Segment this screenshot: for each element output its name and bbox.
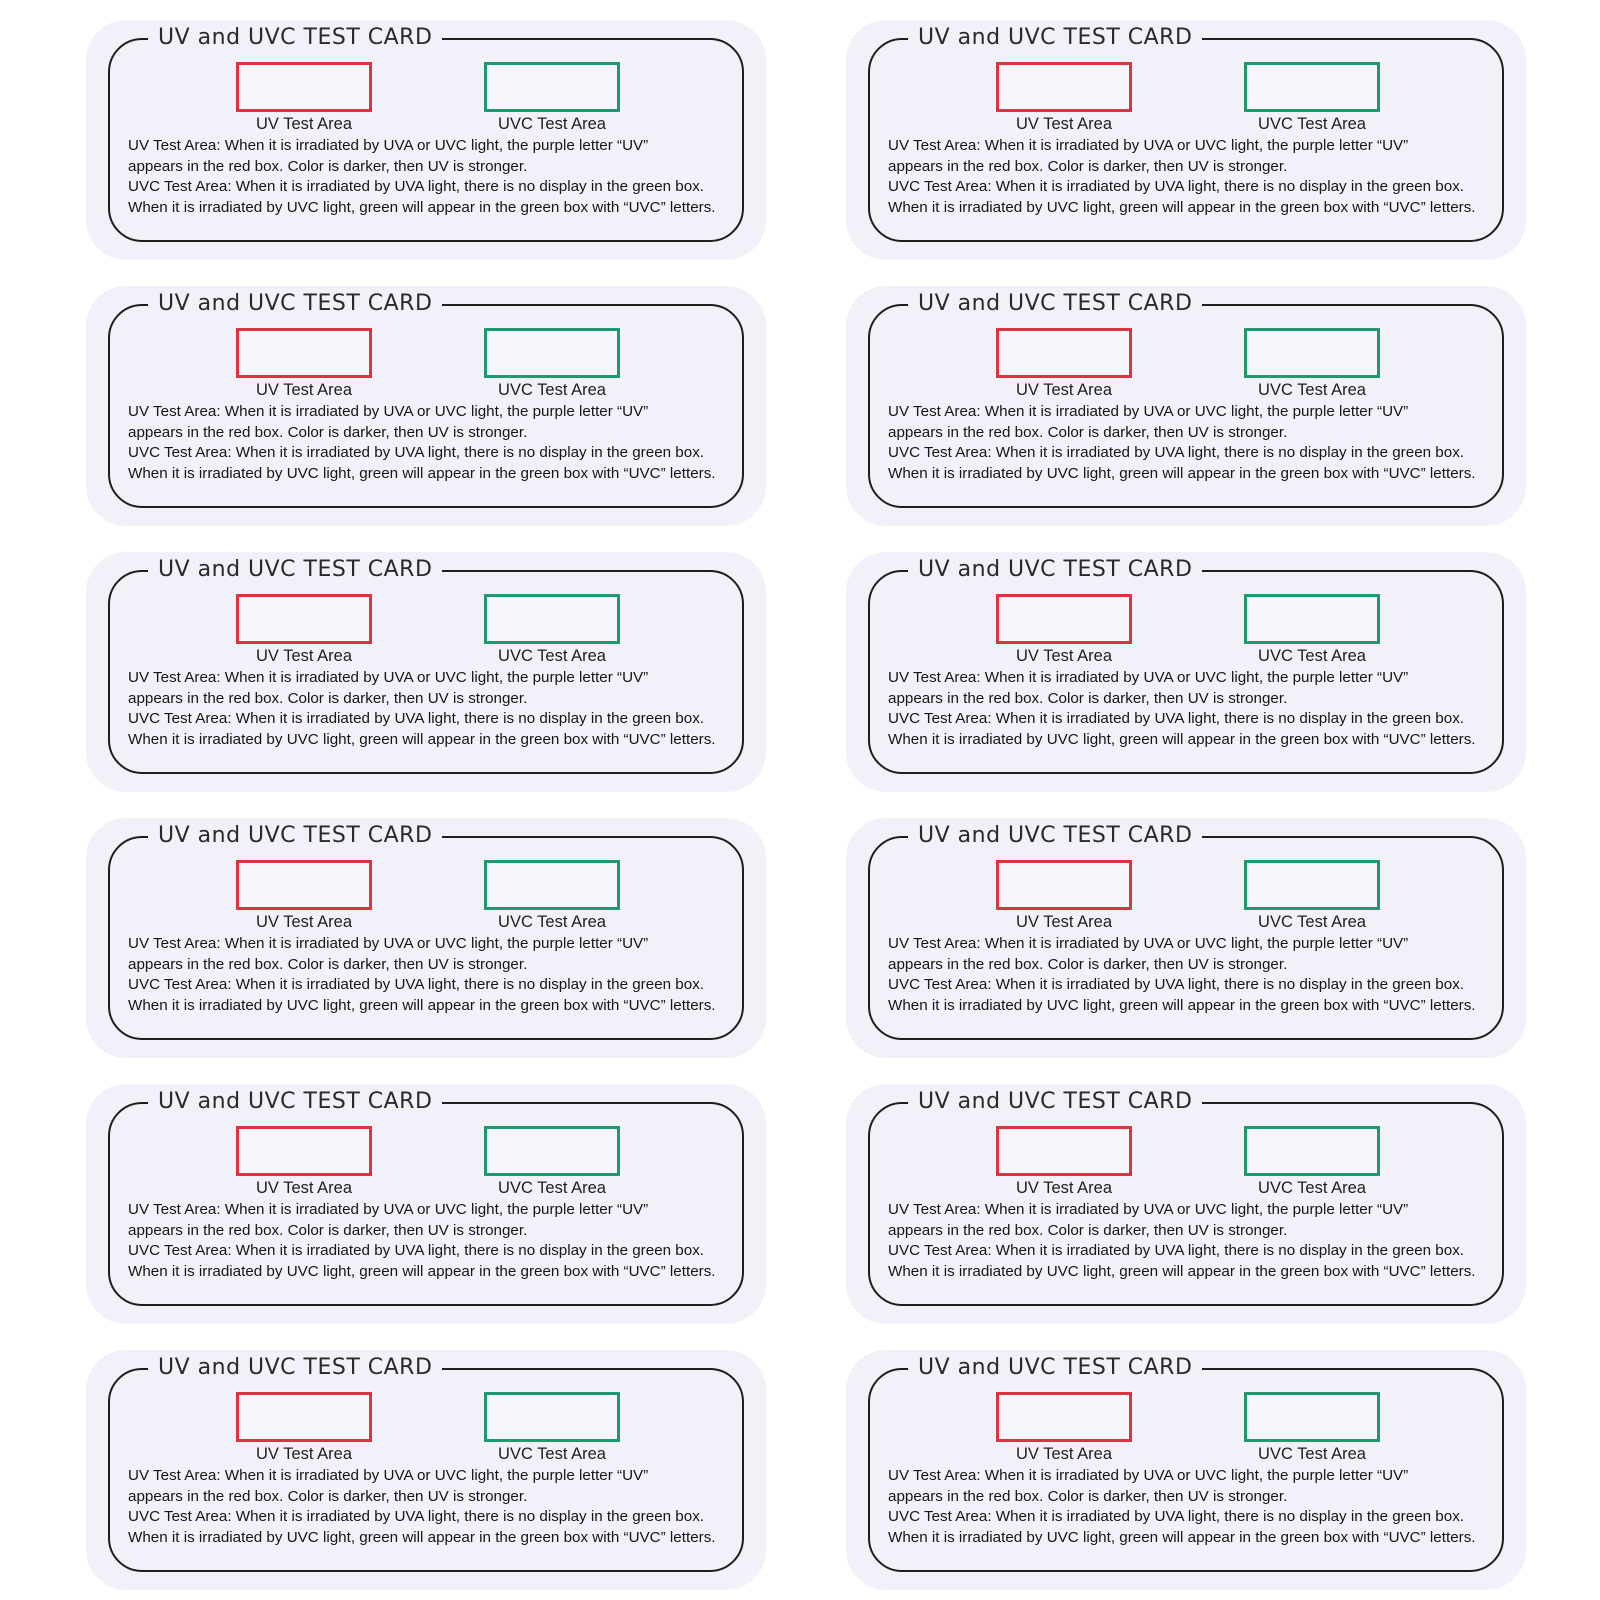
test-card: [846, 1084, 1526, 1324]
uvc-test-box: [1244, 1126, 1380, 1176]
uvc-test-box: [484, 860, 620, 910]
card-description: [888, 136, 1508, 218]
card-title: UV and UVC TEST CARD: [148, 24, 442, 52]
description-line: UVC Test Area: When it is irradiated by UVA light, there is no display in the green box.: [128, 1508, 705, 1525]
uvc-area-label: UVC Test Area: [1258, 647, 1366, 665]
description-line: UVC Test Area: When it is irradiated by UVA light, there is no display in the green box.: [128, 710, 705, 727]
description-line: UV Test Area: When it is irradiated by UVA or UVC light, the purple letter “UV”: [128, 935, 649, 952]
uv-test-box: [236, 860, 372, 910]
uvc-area-label: UVC Test Area: [1258, 381, 1366, 399]
test-card: [846, 20, 1526, 260]
description-line: UV Test Area: When it is irradiated by UVA or UVC light, the purple letter “UV”: [128, 1201, 649, 1218]
test-card: [846, 552, 1526, 792]
description-line: appears in the red box. Color is darker, then UV is stronger.: [128, 955, 528, 973]
card-title: UV and UVC TEST CARD: [148, 1088, 442, 1116]
description-line: UV Test Area: When it is irradiated by UVA or UVC light, the purple letter “UV”: [888, 1201, 1409, 1218]
description-line: When it is irradiated by UVC light, green will appear in the green box with “UVC” letters.: [128, 996, 716, 1014]
description-line: UVC Test Area: When it is irradiated by UVA light, there is no display in the green box.: [888, 1242, 1465, 1259]
uvc-area-label: UVC Test Area: [1258, 115, 1366, 133]
uv-area-label: UV Test Area: [1016, 381, 1112, 399]
uv-test-box: [236, 328, 372, 378]
description-line: UV Test Area: When it is irradiated by UVA or UVC light, the purple letter “UV”: [128, 137, 649, 154]
description-line: UV Test Area: When it is irradiated by UVA or UVC light, the purple letter “UV”: [888, 1467, 1409, 1484]
test-card: [86, 20, 766, 260]
description-line: When it is irradiated by UVC light, green will appear in the green box with “UVC” letters.: [888, 198, 1476, 216]
test-card: [846, 286, 1526, 526]
description-line: When it is irradiated by UVC light, green will appear in the green box with “UVC” letters.: [888, 996, 1476, 1014]
card-title: UV and UVC TEST CARD: [908, 556, 1202, 584]
uvc-test-box: [1244, 62, 1380, 112]
description-line: UV Test Area: When it is irradiated by UVA or UVC light, the purple letter “UV”: [128, 403, 649, 420]
card-title: UV and UVC TEST CARD: [908, 822, 1202, 850]
card-description: [128, 934, 748, 1016]
description-line: appears in the red box. Color is darker, then UV is stronger.: [888, 1487, 1288, 1505]
uv-area-label: UV Test Area: [256, 115, 352, 133]
uvc-test-box: [1244, 328, 1380, 378]
uv-test-box: [236, 594, 372, 644]
card-title: UV and UVC TEST CARD: [148, 290, 442, 318]
card-title: UV and UVC TEST CARD: [908, 1354, 1202, 1382]
uvc-test-box: [484, 1392, 620, 1442]
description-line: UV Test Area: When it is irradiated by UVA or UVC light, the purple letter “UV”: [128, 669, 649, 686]
description-line: appears in the red box. Color is darker, then UV is stronger.: [128, 1487, 528, 1505]
description-line: appears in the red box. Color is darker, then UV is stronger.: [128, 689, 528, 707]
description-line: UVC Test Area: When it is irradiated by UVA light, there is no display in the green box.: [888, 976, 1465, 993]
uvc-area-label: UVC Test Area: [1258, 1445, 1366, 1463]
description-line: UV Test Area: When it is irradiated by UVA or UVC light, the purple letter “UV”: [888, 669, 1409, 686]
uv-test-box: [236, 62, 372, 112]
description-line: UVC Test Area: When it is irradiated by UVA light, there is no display in the green box.: [888, 178, 1465, 195]
description-line: UV Test Area: When it is irradiated by UVA or UVC light, the purple letter “UV”: [888, 935, 1409, 952]
description-line: UV Test Area: When it is irradiated by UVA or UVC light, the purple letter “UV”: [128, 1467, 649, 1484]
card-description: [128, 668, 748, 750]
card-description: [888, 402, 1508, 484]
test-card: [86, 1350, 766, 1590]
uvc-area-label: UVC Test Area: [498, 381, 606, 399]
description-line: When it is irradiated by UVC light, green will appear in the green box with “UVC” letters.: [888, 1262, 1476, 1280]
test-card: [86, 1084, 766, 1324]
card-title: UV and UVC TEST CARD: [908, 24, 1202, 52]
description-line: appears in the red box. Color is darker, then UV is stronger.: [128, 423, 528, 441]
uv-area-label: UV Test Area: [256, 647, 352, 665]
description-line: UVC Test Area: When it is irradiated by UVA light, there is no display in the green box.: [128, 178, 705, 195]
test-card: [86, 286, 766, 526]
description-line: UVC Test Area: When it is irradiated by UVA light, there is no display in the green box.: [888, 710, 1465, 727]
test-card: [846, 1350, 1526, 1590]
card-description: [888, 668, 1508, 750]
uv-test-box: [236, 1126, 372, 1176]
uv-test-box: [996, 594, 1132, 644]
uv-area-label: UV Test Area: [1016, 1445, 1112, 1463]
uvc-area-label: UVC Test Area: [498, 913, 606, 931]
test-card: [86, 552, 766, 792]
description-line: UVC Test Area: When it is irradiated by UVA light, there is no display in the green box.: [888, 1508, 1465, 1525]
uv-test-box: [996, 62, 1132, 112]
uvc-test-box: [1244, 594, 1380, 644]
description-line: When it is irradiated by UVC light, green will appear in the green box with “UVC” letters.: [888, 464, 1476, 482]
uvc-test-box: [1244, 1392, 1380, 1442]
uv-area-label: UV Test Area: [1016, 647, 1112, 665]
description-line: appears in the red box. Color is darker, then UV is stronger.: [888, 1221, 1288, 1239]
description-line: appears in the red box. Color is darker, then UV is stronger.: [128, 157, 528, 175]
uv-area-label: UV Test Area: [256, 913, 352, 931]
card-title: UV and UVC TEST CARD: [908, 1088, 1202, 1116]
card-description: [128, 136, 748, 218]
description-line: appears in the red box. Color is darker, then UV is stronger.: [888, 423, 1288, 441]
uvc-area-label: UVC Test Area: [1258, 1179, 1366, 1197]
uv-area-label: UV Test Area: [256, 1445, 352, 1463]
description-line: UV Test Area: When it is irradiated by UVA or UVC light, the purple letter “UV”: [888, 403, 1409, 420]
test-card: [846, 818, 1526, 1058]
uvc-area-label: UVC Test Area: [498, 1179, 606, 1197]
description-line: When it is irradiated by UVC light, green will appear in the green box with “UVC” letters.: [888, 1528, 1476, 1546]
description-line: When it is irradiated by UVC light, green will appear in the green box with “UVC” letters.: [128, 198, 716, 216]
card-description: [888, 1466, 1508, 1548]
uv-test-box: [996, 1392, 1132, 1442]
card-description: [128, 1200, 748, 1282]
uvc-test-box: [484, 62, 620, 112]
uvc-test-box: [1244, 860, 1380, 910]
card-description: [888, 934, 1508, 1016]
uv-area-label: UV Test Area: [1016, 913, 1112, 931]
uv-area-label: UV Test Area: [256, 381, 352, 399]
description-line: UVC Test Area: When it is irradiated by UVA light, there is no display in the green box.: [888, 444, 1465, 461]
test-card: [86, 818, 766, 1058]
uv-area-label: UV Test Area: [1016, 1179, 1112, 1197]
uv-test-box: [996, 1126, 1132, 1176]
uv-area-label: UV Test Area: [1016, 115, 1112, 133]
description-line: appears in the red box. Color is darker, then UV is stronger.: [888, 689, 1288, 707]
uvc-test-box: [484, 594, 620, 644]
description-line: appears in the red box. Color is darker, then UV is stronger.: [888, 157, 1288, 175]
card-description: [128, 402, 748, 484]
description-line: When it is irradiated by UVC light, green will appear in the green box with “UVC” letters.: [128, 1528, 716, 1546]
uvc-area-label: UVC Test Area: [498, 647, 606, 665]
description-line: When it is irradiated by UVC light, green will appear in the green box with “UVC” letters.: [128, 730, 716, 748]
description-line: When it is irradiated by UVC light, green will appear in the green box with “UVC” letters.: [128, 464, 716, 482]
description-line: appears in the red box. Color is darker, then UV is stronger.: [128, 1221, 528, 1239]
uvc-test-box: [484, 328, 620, 378]
description-line: UV Test Area: When it is irradiated by UVA or UVC light, the purple letter “UV”: [888, 137, 1409, 154]
card-title: UV and UVC TEST CARD: [908, 290, 1202, 318]
description-line: appears in the red box. Color is darker, then UV is stronger.: [888, 955, 1288, 973]
card-description: [888, 1200, 1508, 1282]
uv-area-label: UV Test Area: [256, 1179, 352, 1197]
uvc-area-label: UVC Test Area: [498, 1445, 606, 1463]
uvc-test-box: [484, 1126, 620, 1176]
uvc-area-label: UVC Test Area: [498, 115, 606, 133]
description-line: When it is irradiated by UVC light, green will appear in the green box with “UVC” letters.: [888, 730, 1476, 748]
description-line: UVC Test Area: When it is irradiated by UVA light, there is no display in the green box.: [128, 444, 705, 461]
card-title: UV and UVC TEST CARD: [148, 556, 442, 584]
description-line: When it is irradiated by UVC light, green will appear in the green box with “UVC” letters.: [128, 1262, 716, 1280]
card-title: UV and UVC TEST CARD: [148, 822, 442, 850]
uvc-area-label: UVC Test Area: [1258, 913, 1366, 931]
card-title: UV and UVC TEST CARD: [148, 1354, 442, 1382]
uv-test-box: [996, 860, 1132, 910]
card-description: [128, 1466, 748, 1548]
uv-test-box: [236, 1392, 372, 1442]
description-line: UVC Test Area: When it is irradiated by UVA light, there is no display in the green box.: [128, 976, 705, 993]
uv-test-box: [996, 328, 1132, 378]
description-line: UVC Test Area: When it is irradiated by UVA light, there is no display in the green box.: [128, 1242, 705, 1259]
